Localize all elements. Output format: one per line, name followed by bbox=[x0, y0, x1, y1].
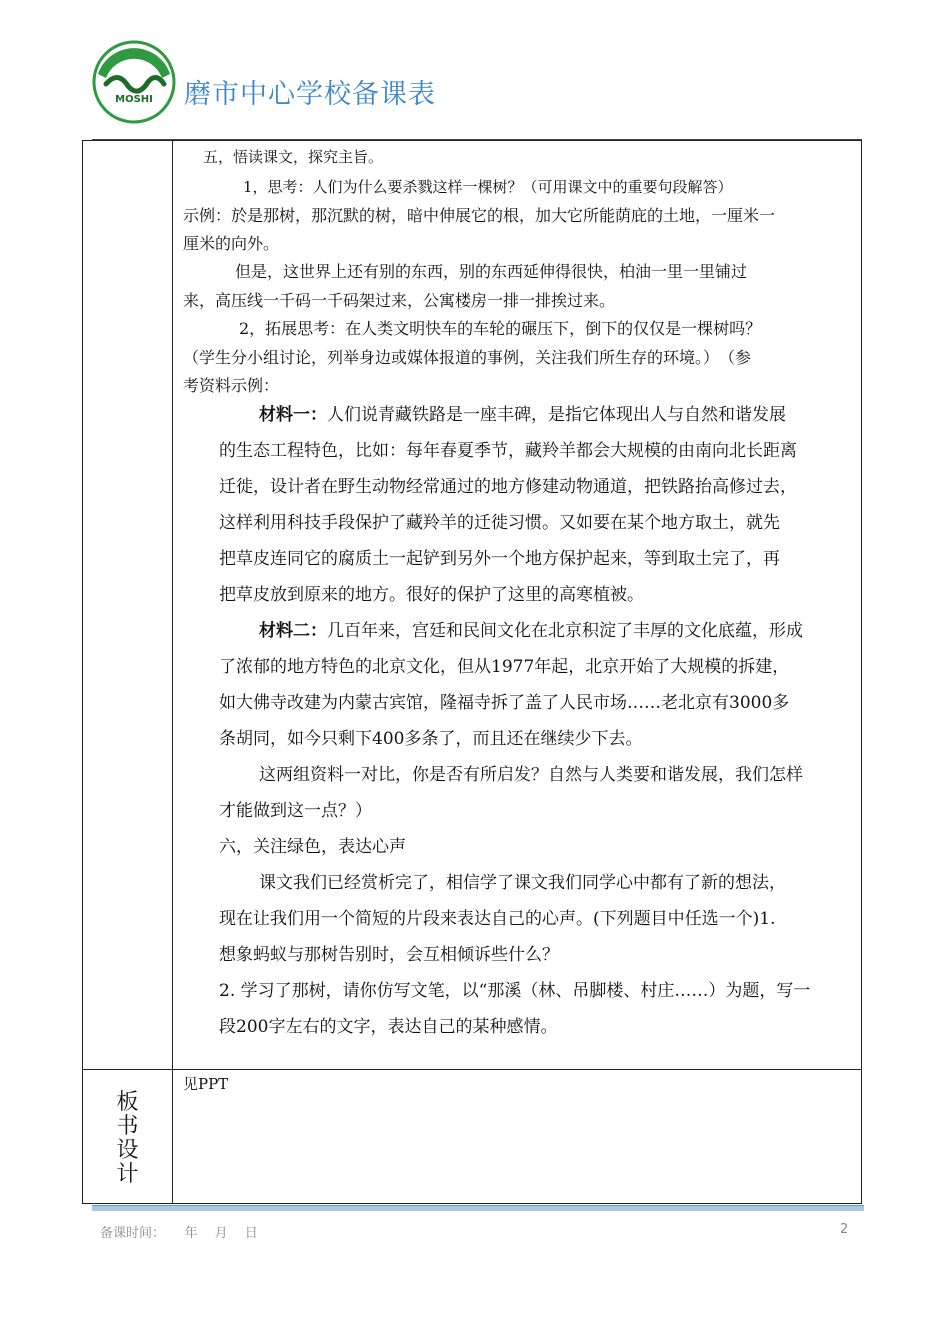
content-line: 这两组资料一对比，你是否有所启发？自然与人类要和谐发展，我们怎样 bbox=[259, 765, 803, 785]
lesson-plan-table bbox=[82, 140, 862, 1204]
section-six-heading: 六，关注绿色，表达心声 bbox=[219, 837, 406, 857]
column-divider bbox=[172, 141, 173, 1203]
prep-date: 备课时间： 年 月 日 bbox=[100, 1226, 258, 1241]
content-line: 把草皮放到原来的地方。很好的保护了这里的高寒植被。 bbox=[219, 585, 644, 605]
material-one-label: 材料一： bbox=[259, 405, 327, 425]
material-two-line bbox=[259, 621, 803, 641]
content-line: 2. 学习了那树，请你仿写文笔，以“那溪（林、吊脚楼、村庄……）为题，写一 bbox=[219, 981, 811, 1001]
content-line: 的生态工程特色，比如：每年春夏季节，藏羚羊都会大规模的由南向北长距离 bbox=[219, 441, 797, 461]
content-line: 想象蚂蚁与那树告别时，会互相倾诉些什么？ bbox=[219, 945, 559, 965]
page-number: 2 bbox=[840, 1222, 849, 1237]
content-line: 才能做到这一点？） bbox=[219, 801, 372, 821]
document-title: 磨市中心学校备课表 bbox=[184, 79, 436, 110]
content-line: 把草皮连同它的腐质土一起铲到另外一个地方保护起来，等到取土完了，再 bbox=[219, 549, 780, 569]
content-line: 课文我们已经赏析完了，相信学了课文我们同学心中都有了新的想法， bbox=[259, 873, 786, 893]
content-line: 但是，这世界上还有别的东西，别的东西延伸得很快，柏油一里一里铺过 bbox=[235, 262, 748, 281]
material-two-label: 材料二： bbox=[259, 621, 327, 641]
content-line: 几百年来，宫廷和民间文化在北京积淀了丰厚的文化底蕴，形成 bbox=[327, 621, 803, 641]
content-line: 2，拓展思考：在人类文明快车的车轮的碾压下，倒下的仅仅是一棵树吗？ bbox=[239, 319, 762, 338]
content-line: 条胡同，如今只剩下400多条了，而且还在继续少下去。 bbox=[219, 729, 643, 749]
content-line: 迁徙，设计者在野生动物经常通过的地方修建动物通道，把铁路抬高修过去， bbox=[219, 477, 797, 497]
row-divider bbox=[83, 1069, 861, 1070]
content-line: 这样利用科技手段保护了藏羚羊的迁徙习惯。又如要在某个地方取土，就先 bbox=[219, 513, 780, 533]
content-line: 厘米的向外。 bbox=[183, 234, 280, 253]
board-design-label-text: 板书设计 bbox=[116, 1090, 139, 1187]
board-design-label bbox=[83, 1091, 172, 1187]
content-line: 考资料示例： bbox=[183, 376, 280, 395]
content-line: 人们说青藏铁路是一座丰碑，是指它体现出人与自然和谐发展 bbox=[327, 405, 786, 425]
footer-bar bbox=[92, 1206, 864, 1211]
content-line: 来，高压线一千码一千码架过来，公寓楼房一排一排挨过来。 bbox=[183, 291, 616, 310]
material-one-line bbox=[259, 405, 786, 425]
content-line: 现在让我们用一个简短的片段来表达自己的心声。(下列题目中任选一个)1. bbox=[219, 909, 776, 929]
content-line: 如大佛寺改建为内蒙古宾馆，隆福寺拆了盖了人民市场……老北京有3000多 bbox=[219, 693, 790, 713]
svg-text:MOSHI: MOSHI bbox=[115, 94, 153, 105]
school-logo bbox=[92, 40, 176, 124]
content-line: （学生分小组讨论，列举身边或媒体报道的事例，关注我们所生存的环境。） （参 bbox=[183, 348, 752, 367]
content-line: 段200字左右的文字，表达自己的某种感情。 bbox=[219, 1017, 558, 1037]
content-line: 示例：於是那树，那沉默的树，暗中伸展它的根，加大它所能荫庇的土地，一厘米一 bbox=[183, 206, 776, 225]
content-line: 1，思考：人们为什么要杀戮这样一棵树？（可用课文中的重要句段解答） bbox=[243, 178, 733, 196]
content-line: 了浓郁的地方特色的北京文化，但从1977年起，北京开始了大规模的拆建， bbox=[219, 657, 790, 677]
section-five-heading: 五，悟读课文，探究主旨。 bbox=[203, 148, 384, 166]
board-design-content: 见PPT bbox=[183, 1075, 229, 1093]
